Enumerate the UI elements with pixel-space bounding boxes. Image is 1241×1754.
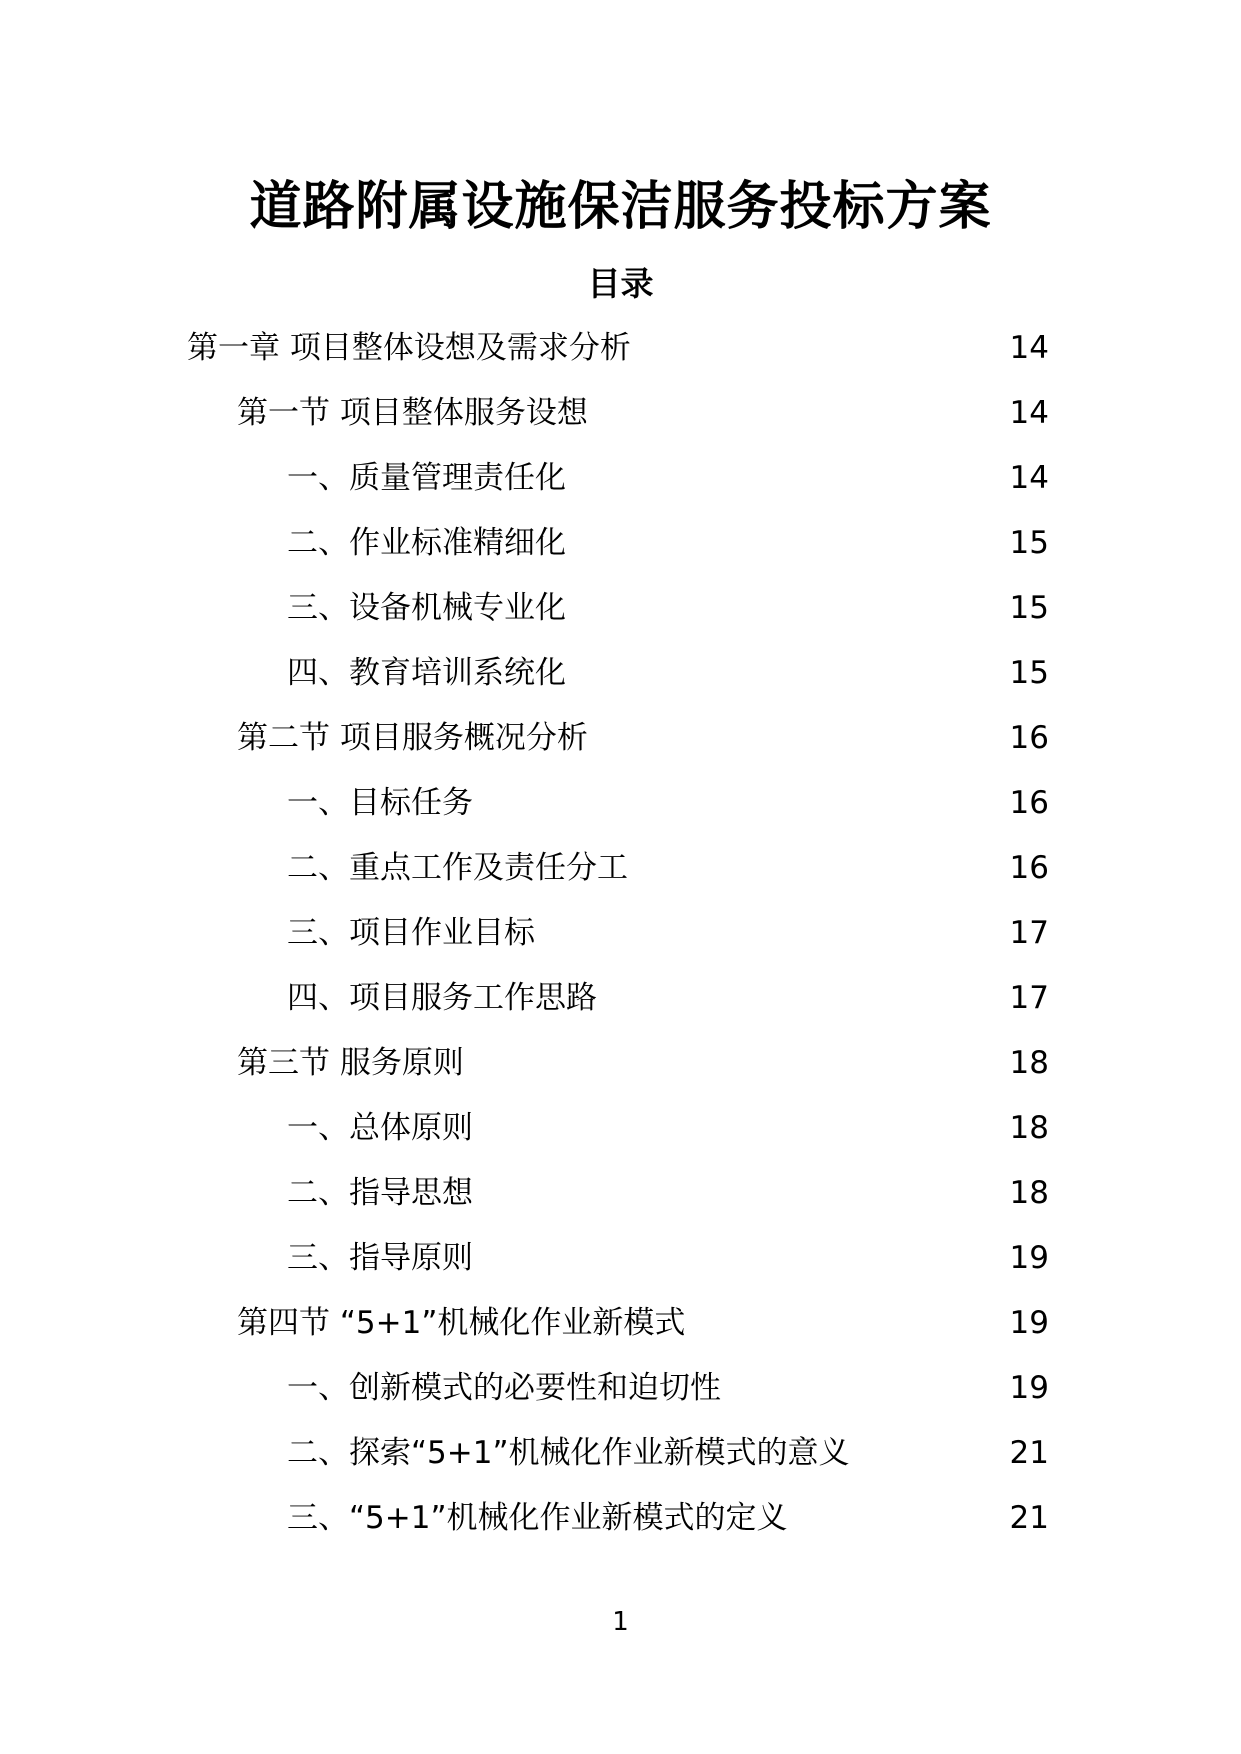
toc-entry[interactable]: [0, 910, 1241, 975]
toc-entry-page: 16: [1009, 720, 1049, 756]
toc-entry-page: 18: [1009, 1110, 1049, 1146]
toc-entry-page: 16: [1009, 785, 1049, 821]
toc-entry[interactable]: [0, 650, 1241, 715]
toc-entry-text: 一、质量管理责任化: [287, 460, 566, 496]
toc-entry[interactable]: [0, 585, 1241, 650]
toc-entry-text: 二、重点工作及责任分工: [287, 850, 628, 886]
toc-entry-text: 三、指导原则: [287, 1240, 473, 1276]
toc-entry-text: 第一节 项目整体服务设想: [237, 395, 588, 431]
toc-heading: 目录: [587, 264, 654, 303]
toc-entry-text: 三、项目作业目标: [287, 915, 535, 951]
toc-entry-text: 三、“5+1”机械化作业新模式的定义: [287, 1500, 788, 1536]
toc-entry-text: 四、教育培训系统化: [287, 655, 566, 691]
toc-entry-text: 三、设备机械专业化: [287, 590, 566, 626]
toc-entry-text: 第四节 “5+1”机械化作业新模式: [237, 1305, 686, 1341]
toc-entry-page: 19: [1009, 1240, 1049, 1276]
toc-entry-text: 一、总体原则: [287, 1110, 473, 1146]
document-title: 道路附属设施保洁服务投标方案: [249, 177, 992, 237]
toc-entry[interactable]: [0, 1495, 1241, 1560]
toc-entry[interactable]: [0, 975, 1241, 1040]
toc-entry-text: 二、作业标准精细化: [287, 525, 566, 561]
toc-entry-text: 第二节 项目服务概况分析: [237, 720, 588, 756]
toc-entry[interactable]: [0, 715, 1241, 780]
toc-entry[interactable]: [0, 780, 1241, 845]
toc-entry[interactable]: [0, 390, 1241, 455]
toc-entry-text: 第一章 项目整体设想及需求分析: [187, 330, 631, 366]
toc-entry-page: 15: [1009, 655, 1049, 691]
toc-entry-page: 18: [1009, 1045, 1049, 1081]
toc-entry-text: 二、探索“5+1”机械化作业新模式的意义: [287, 1435, 850, 1471]
toc-entry-page: 21: [1009, 1500, 1049, 1536]
toc-entry-page: 17: [1009, 980, 1049, 1016]
toc-entry-text: 一、目标任务: [287, 785, 473, 821]
toc-entry-page: 16: [1009, 850, 1049, 886]
toc-entry-page: 19: [1009, 1305, 1049, 1341]
toc-entry-page: 14: [1009, 395, 1049, 431]
table-of-contents: [0, 325, 1241, 1560]
toc-entry[interactable]: [0, 455, 1241, 520]
toc-entry-text: 四、项目服务工作思路: [287, 980, 597, 1016]
toc-entry-page: 19: [1009, 1370, 1049, 1406]
toc-entry[interactable]: [0, 1040, 1241, 1105]
toc-entry[interactable]: [0, 1430, 1241, 1495]
toc-entry[interactable]: [0, 520, 1241, 585]
toc-entry[interactable]: [0, 1170, 1241, 1235]
page-number: 1: [612, 1607, 629, 1637]
toc-entry-text: 二、指导思想: [287, 1175, 473, 1211]
toc-entry-page: 15: [1009, 525, 1049, 561]
toc-entry[interactable]: [0, 1105, 1241, 1170]
toc-entry-page: 15: [1009, 590, 1049, 626]
toc-entry[interactable]: [0, 1235, 1241, 1300]
toc-entry[interactable]: [0, 325, 1241, 390]
toc-entry-text: 一、创新模式的必要性和迫切性: [287, 1370, 721, 1406]
toc-entry-page: 18: [1009, 1175, 1049, 1211]
toc-entry-text: 第三节 服务原则: [237, 1045, 464, 1081]
toc-entry-page: 14: [1009, 460, 1049, 496]
toc-entry[interactable]: [0, 1365, 1241, 1430]
toc-entry[interactable]: [0, 845, 1241, 910]
toc-entry-page: 14: [1009, 330, 1049, 366]
toc-entry-page: 17: [1009, 915, 1049, 951]
toc-entry[interactable]: [0, 1300, 1241, 1365]
toc-entry-page: 21: [1009, 1435, 1049, 1471]
